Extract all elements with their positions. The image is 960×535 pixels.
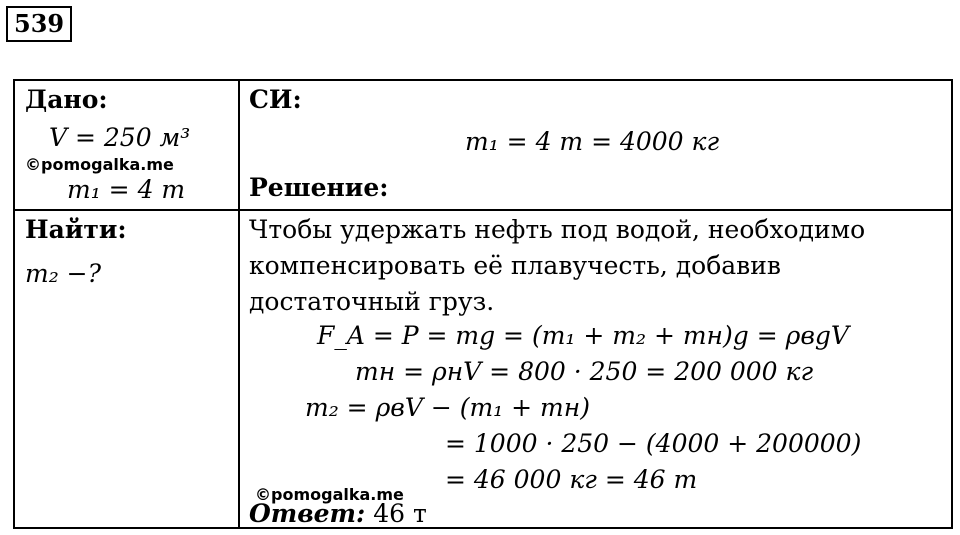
equation-substitution: = 1000 · 250 − (4000 + 200000) bbox=[445, 429, 862, 458]
solution-table bbox=[13, 79, 953, 529]
watermark: ©pomogalka.me bbox=[255, 485, 404, 504]
equation-load-mass: m₂ = ρвV − (m₁ + mн) bbox=[305, 393, 590, 422]
given-heading: Дано: bbox=[25, 85, 108, 114]
si-conversion: m₁ = 4 т = 4000 кг bbox=[465, 127, 720, 156]
equation-archimedes: F_A = P = mg = (m₁ + m₂ + mн)g = ρвgV bbox=[317, 321, 849, 350]
si-solution-divider bbox=[240, 209, 953, 211]
given-volume: V = 250 м³ bbox=[49, 123, 191, 152]
equation-result: = 46 000 кг = 46 т bbox=[445, 465, 698, 494]
answer-label: Ответ: bbox=[249, 499, 366, 528]
given-mass-1: m₁ = 4 т bbox=[67, 175, 186, 204]
answer-value: 46 т bbox=[373, 499, 427, 528]
watermark: ©pomogalka.me bbox=[25, 155, 174, 174]
answer-line bbox=[249, 499, 427, 529]
si-heading: СИ: bbox=[249, 85, 302, 114]
solution-text-line: достаточный груз. bbox=[249, 287, 495, 316]
problem-number: 539 bbox=[6, 6, 72, 42]
given-find-divider bbox=[15, 209, 240, 211]
find-heading: Найти: bbox=[25, 215, 127, 244]
solution-text-line: Чтобы удержать нефть под водой, необходимо bbox=[249, 215, 866, 244]
find-mass-2: m₂ −? bbox=[25, 259, 102, 288]
solution-text-line: компенсировать её плавучесть, добавив bbox=[249, 251, 781, 280]
solution-heading: Решение: bbox=[249, 173, 389, 202]
equation-oil-mass: mн = ρнV = 800 · 250 = 200 000 кг bbox=[355, 357, 814, 386]
